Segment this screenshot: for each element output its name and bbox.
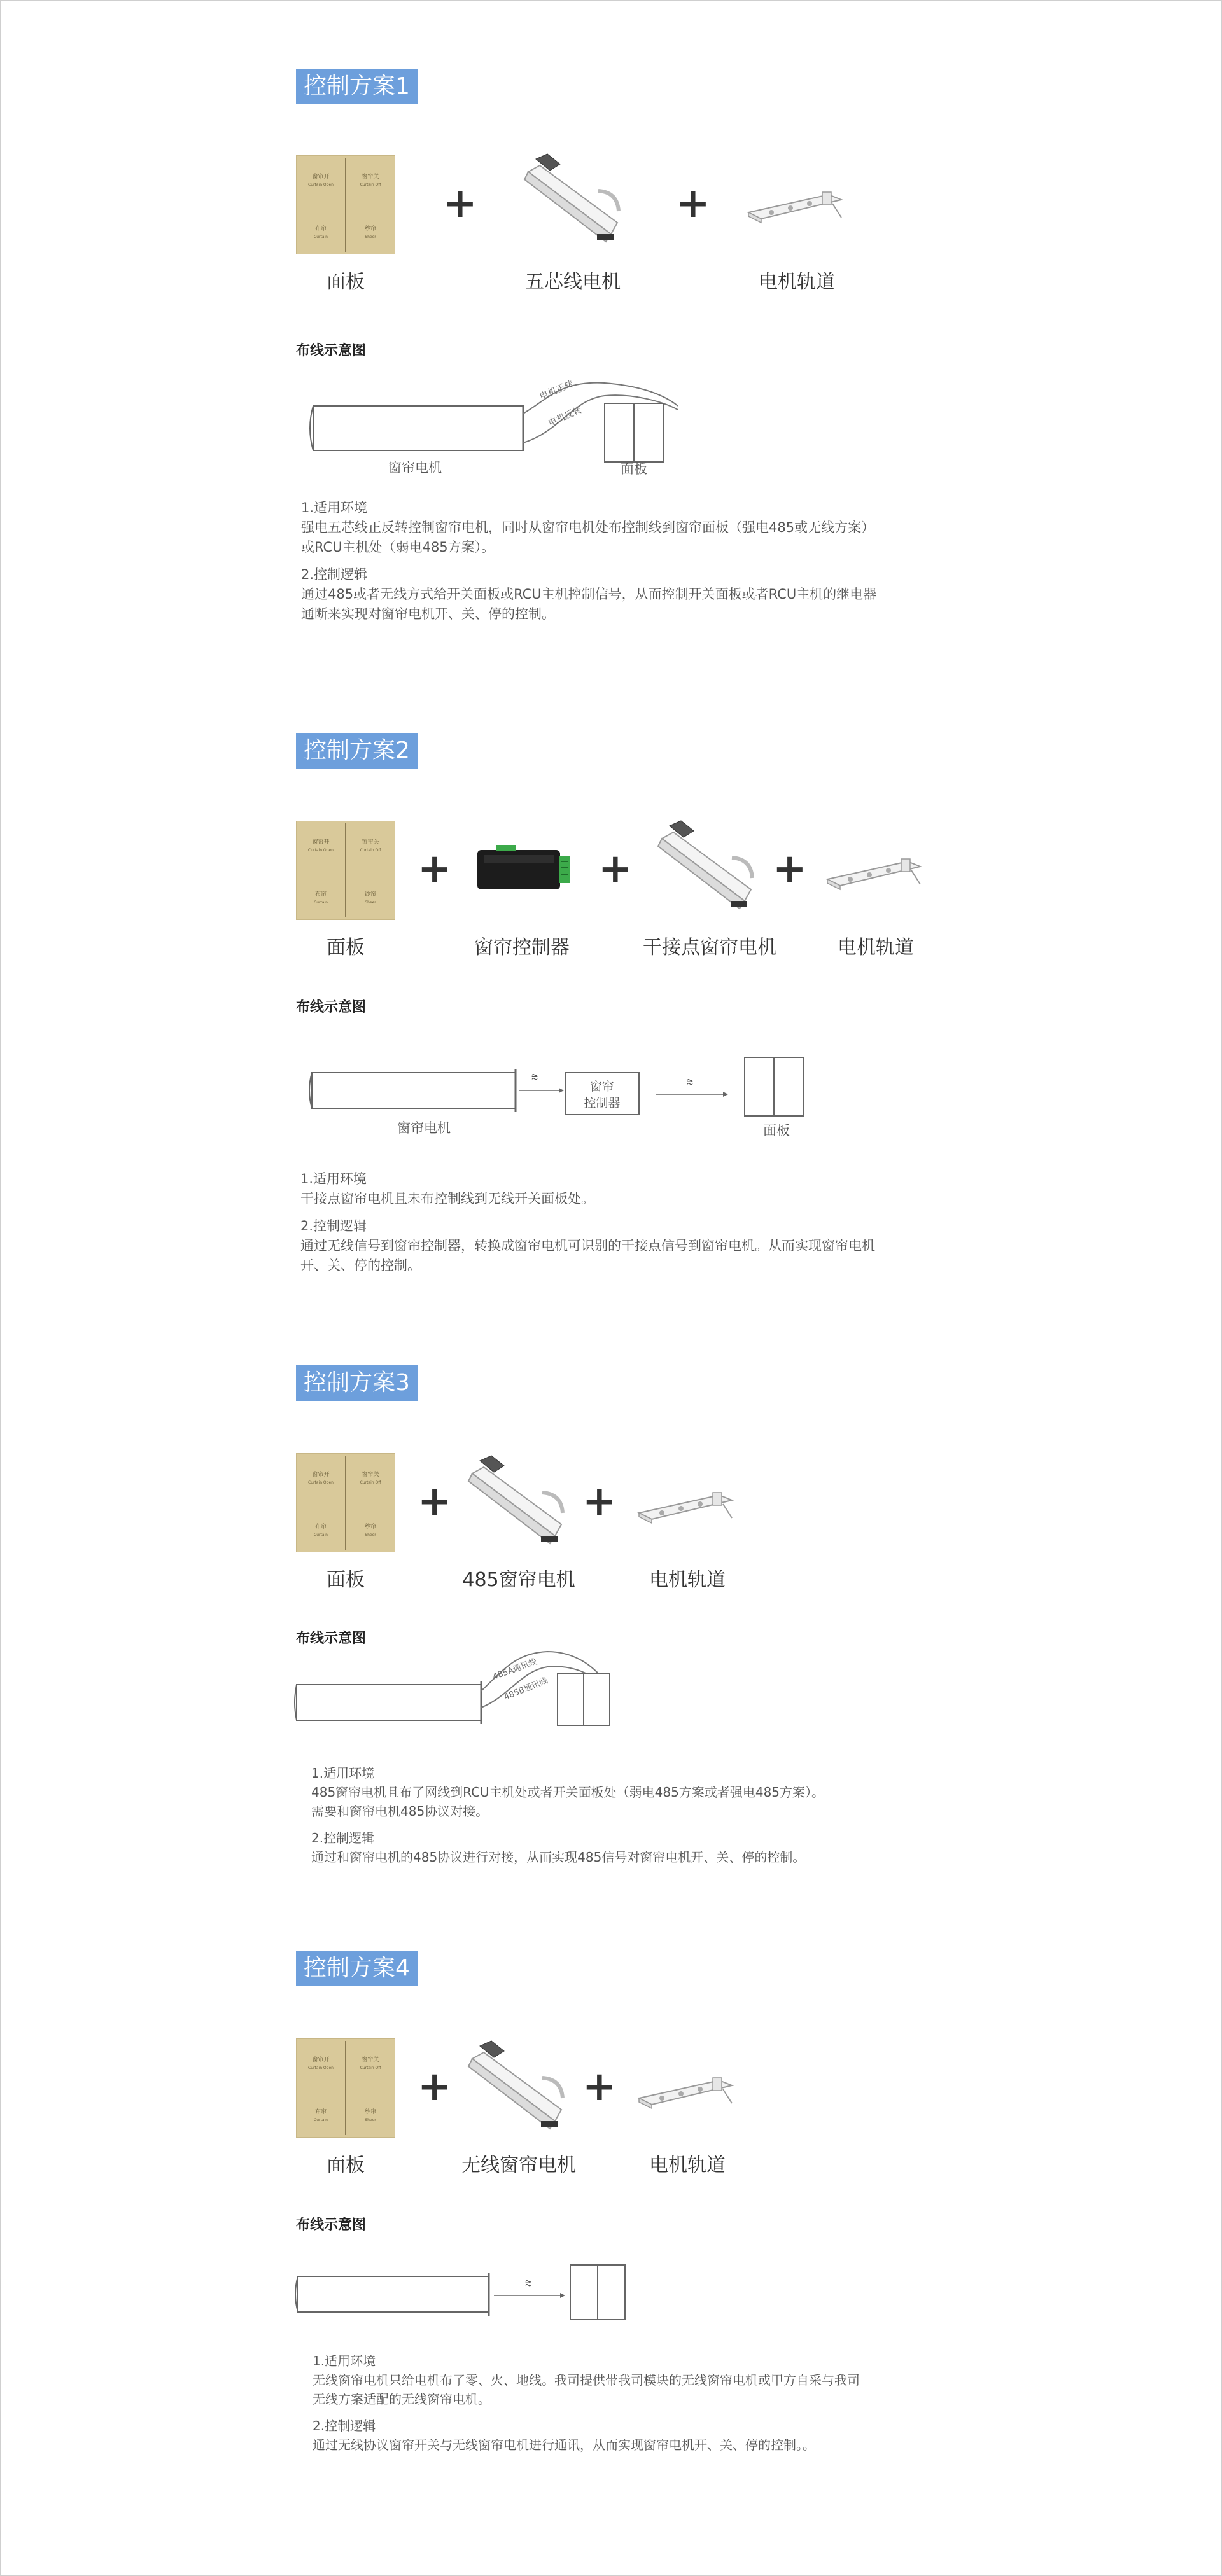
controller-box-line2: 控制器	[584, 1096, 621, 1110]
wiring-title: 布线示意图	[296, 1631, 367, 1647]
wire-485b-label: 485B通讯线	[502, 1676, 549, 1702]
plan1-title: 控制方案1	[296, 69, 418, 104]
controller-label: 窗帘控制器	[474, 936, 570, 959]
wire-forward-label: 电机正转	[538, 379, 575, 402]
plan1-description	[301, 498, 944, 624]
plan1-section	[0, 69, 1222, 635]
svg-text:Curtain Off: Curtain Off	[360, 848, 381, 853]
svg-text:Curtain: Curtain	[314, 1533, 328, 1537]
panel-image	[296, 1453, 395, 1552]
bluetooth-icon: ⩬	[531, 1070, 538, 1083]
motor-image	[522, 153, 624, 248]
panel-diagram-label: 面板	[621, 461, 647, 477]
panel-en-top-right: Curtain Off	[360, 183, 381, 187]
wire-reverse-label: 电机反转	[547, 405, 584, 429]
panel-text-bottom-right: 纱帘	[364, 226, 377, 232]
track-label: 电机轨道	[759, 271, 835, 293]
plan2-section	[0, 733, 1222, 1305]
panel-text-top-left: 窗帘开	[312, 174, 330, 180]
motor-label: 无线窗帘电机	[461, 2154, 576, 2176]
svg-text:窗帘关: 窗帘关	[362, 2057, 379, 2063]
svg-text:Curtain Open: Curtain Open	[308, 848, 334, 853]
panel-label: 面板	[327, 1569, 365, 1591]
svg-text:布帘: 布帘	[314, 1524, 327, 1530]
env-heading: 1.适用环境	[300, 1171, 367, 1187]
logic-text-line: 开、关、停的控制。	[300, 1258, 421, 1273]
logic-heading: 2.控制逻辑	[300, 1218, 367, 1234]
panel-image	[296, 2038, 395, 2138]
env-text-line: 干接点窗帘电机且未布控制线到无线开关面板处。	[300, 1191, 594, 1206]
svg-text:窗帘开: 窗帘开	[312, 2057, 330, 2063]
curtain-motor-label: 窗帘电机	[388, 460, 442, 475]
logic-heading: 2.控制逻辑	[313, 2418, 376, 2433]
panel-label: 面板	[327, 936, 365, 959]
panel-diagram-label: 面板	[763, 1123, 790, 1138]
plan4-description	[313, 2351, 955, 2454]
wiring-title: 布线示意图	[296, 343, 367, 359]
svg-text:窗帘关: 窗帘关	[362, 1472, 379, 1478]
motor-label: 五芯线电机	[525, 271, 621, 293]
panel-image	[296, 155, 395, 254]
logic-text-line: 通过485或者无线方式给开关面板或RCU主机控制信号，从而控制开关面板或者RCU主机的继电器	[301, 587, 877, 602]
svg-text:Curtain Off: Curtain Off	[360, 1480, 381, 1485]
env-text-line: 强电五芯线正反转控制窗帘电机，同时从窗帘电机处布控制线到窗帘面板（强电485或无线方案）	[301, 520, 875, 535]
plan4-section	[0, 1951, 1222, 2561]
svg-text:Curtain Off: Curtain Off	[360, 2066, 381, 2070]
wire-485a-label: 485A通讯线	[491, 1657, 538, 1682]
panel-label: 面板	[327, 271, 365, 293]
svg-text:纱帘: 纱帘	[364, 2109, 377, 2115]
svg-text:窗帘关: 窗帘关	[362, 839, 379, 846]
plan2-title: 控制方案2	[296, 733, 418, 769]
svg-text:布帘: 布帘	[314, 2109, 327, 2115]
panel-label: 面板	[327, 2154, 365, 2176]
wiring-diagram	[306, 368, 687, 482]
logic-heading: 2.控制逻辑	[301, 567, 368, 582]
plus-icon: +	[418, 2063, 452, 2110]
curtain-motor-label: 窗帘电机	[397, 1120, 451, 1136]
wiring-diagram	[293, 1639, 624, 1734]
svg-text:Curtain: Curtain	[314, 900, 328, 905]
track-image	[636, 1487, 738, 1538]
plan3-section	[0, 1365, 1222, 1938]
env-heading: 1.适用环境	[311, 1765, 375, 1781]
motor-image	[466, 1454, 568, 1550]
plus-icon: +	[676, 180, 710, 227]
panel-text-top-right: 窗帘关	[362, 174, 379, 180]
panel-en-bottom-left: Curtain	[314, 235, 328, 239]
svg-text:Curtain Open: Curtain Open	[308, 1480, 334, 1485]
logic-text-line: 通断来实现对窗帘电机开、关、停的控制。	[301, 606, 555, 622]
plus-icon: +	[418, 1478, 452, 1525]
logic-text-line: 通过无线协议窗帘开关与无线窗帘电机进行通讯，从而实现窗帘电机开、关、停的控制。。	[313, 2437, 815, 2453]
svg-text:纱帘: 纱帘	[364, 1524, 377, 1530]
motor-image	[656, 819, 757, 915]
track-image	[825, 854, 927, 905]
env-text-line: 或RCU主机处（弱电485方案）。	[301, 540, 495, 555]
track-label: 电机轨道	[649, 1569, 726, 1591]
plus-icon: +	[773, 846, 807, 893]
motor-image	[466, 2040, 568, 2135]
panel-text-bottom-left: 布帘	[314, 226, 327, 232]
svg-text:纱帘: 纱帘	[364, 891, 377, 898]
bluetooth-icon: ⩬	[524, 2276, 532, 2290]
svg-text:布帘: 布帘	[314, 891, 327, 898]
controller-image	[471, 837, 573, 901]
track-label: 电机轨道	[649, 2154, 726, 2176]
svg-text:Sheer: Sheer	[365, 2118, 376, 2122]
wiring-diagram	[306, 1050, 815, 1145]
svg-text:Sheer: Sheer	[365, 1533, 376, 1537]
plus-icon: +	[582, 2063, 617, 2110]
svg-text:窗帘开: 窗帘开	[312, 839, 330, 846]
env-heading: 1.适用环境	[313, 2353, 376, 2369]
panel-en-top-left: Curtain Open	[308, 183, 334, 187]
plan3-description	[311, 1764, 954, 1867]
plus-icon: +	[443, 180, 477, 227]
plus-icon: +	[418, 846, 452, 893]
wiring-title: 布线示意图	[296, 2217, 367, 2233]
plus-icon: +	[582, 1478, 617, 1525]
svg-text:Curtain Open: Curtain Open	[308, 2066, 334, 2070]
panel-image	[296, 821, 395, 920]
svg-text:窗帘开: 窗帘开	[312, 1472, 330, 1478]
svg-text:Sheer: Sheer	[365, 900, 376, 905]
plan2-description	[300, 1169, 943, 1276]
wiring-title: 布线示意图	[296, 999, 367, 1015]
controller-box-line1: 窗帘	[589, 1080, 615, 1094]
env-text-line: 无线方案适配的无线窗帘电机。	[313, 2392, 491, 2407]
track-image	[746, 187, 848, 238]
env-text-line: 需要和窗帘电机485协议对接。	[311, 1804, 489, 1819]
env-text-line: 无线窗帘电机只给电机布了零、火、地线。我司提供带我司模块的无线窗帘电机或甲方自采与我司	[313, 2372, 860, 2388]
logic-text-line: 通过无线信号到窗帘控制器，转换成窗帘电机可识别的干接点信号到窗帘电机。从而实现窗帘电机	[300, 1238, 875, 1253]
plan4-title: 控制方案4	[296, 1951, 418, 1986]
motor-label: 干接点窗帘电机	[643, 936, 776, 959]
panel-en-bottom-right: Sheer	[365, 235, 376, 239]
plus-icon: +	[598, 846, 633, 893]
env-heading: 1.适用环境	[301, 500, 368, 515]
plan3-title: 控制方案3	[296, 1365, 418, 1401]
env-text-line: 485窗帘电机且布了网线到RCU主机处或者开关面板处（弱电485方案或者强电485方案）。	[311, 1785, 825, 1800]
logic-heading: 2.控制逻辑	[311, 1830, 375, 1846]
svg-text:Curtain: Curtain	[314, 2118, 328, 2122]
motor-label: 485窗帘电机	[462, 1569, 575, 1591]
track-image	[636, 2073, 738, 2124]
bluetooth-icon: ⩬	[686, 1075, 694, 1089]
wiring-diagram	[293, 2250, 636, 2339]
logic-text-line: 通过和窗帘电机的485协议进行对接，从而实现485信号对窗帘电机开、关、停的控制。	[311, 1849, 806, 1865]
track-label: 电机轨道	[838, 936, 914, 959]
